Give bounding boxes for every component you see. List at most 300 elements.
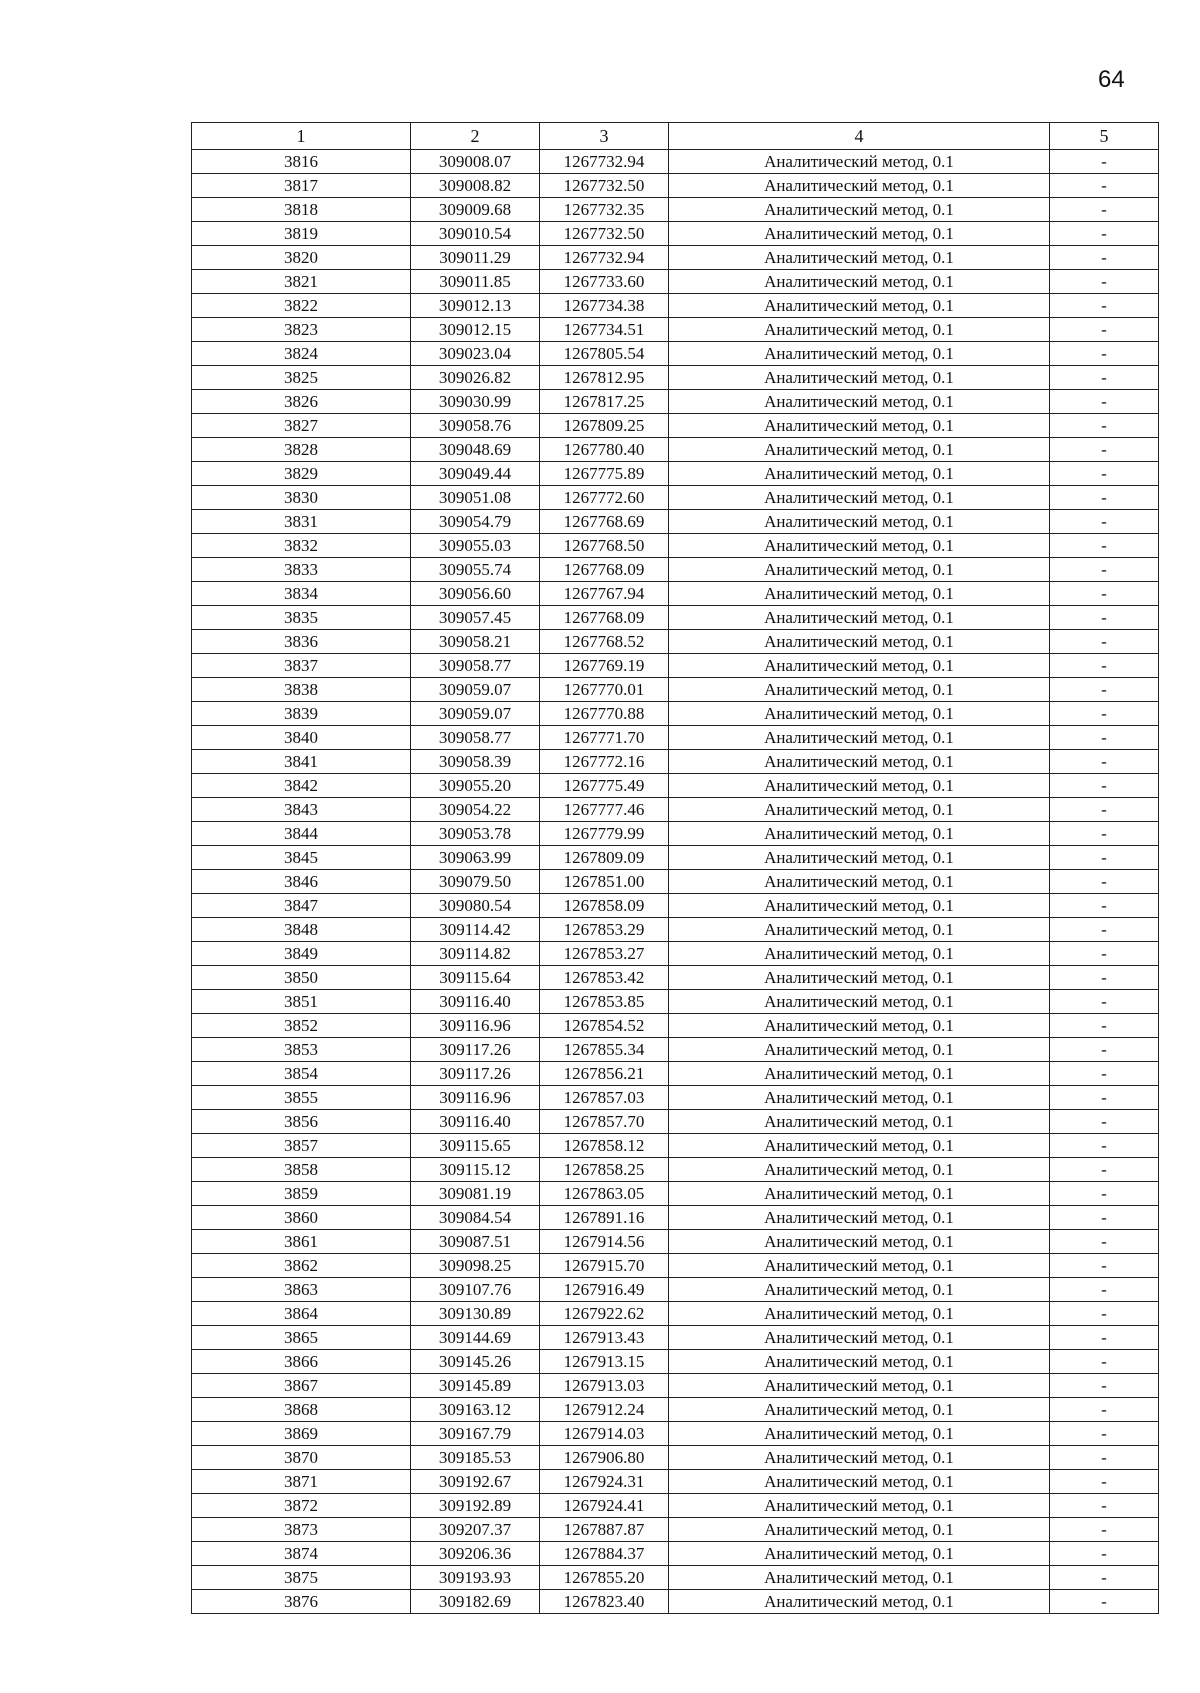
point-number-cell: 3850 <box>192 966 411 990</box>
table-row <box>192 1110 1159 1134</box>
point-number-cell: 3834 <box>192 582 411 606</box>
x-coordinate-cell: 309182.69 <box>411 1590 540 1614</box>
method-cell: Аналитический метод, 0.1 <box>669 1110 1050 1134</box>
y-coordinate-cell: 1267805.54 <box>540 342 669 366</box>
table-row <box>192 774 1159 798</box>
table-row <box>192 942 1159 966</box>
column-header-1: 1 <box>192 123 411 150</box>
note-cell: - <box>1050 1086 1159 1110</box>
x-coordinate-cell: 309116.96 <box>411 1014 540 1038</box>
method-cell: Аналитический метод, 0.1 <box>669 678 1050 702</box>
x-coordinate-cell: 309048.69 <box>411 438 540 462</box>
point-number-cell: 3860 <box>192 1206 411 1230</box>
note-cell: - <box>1050 582 1159 606</box>
x-coordinate-cell: 309030.99 <box>411 390 540 414</box>
point-number-cell: 3863 <box>192 1278 411 1302</box>
point-number-cell: 3838 <box>192 678 411 702</box>
note-cell: - <box>1050 462 1159 486</box>
y-coordinate-cell: 1267768.50 <box>540 534 669 558</box>
method-cell: Аналитический метод, 0.1 <box>669 366 1050 390</box>
note-cell: - <box>1050 918 1159 942</box>
note-cell: - <box>1050 630 1159 654</box>
x-coordinate-cell: 309054.79 <box>411 510 540 534</box>
y-coordinate-cell: 1267924.41 <box>540 1494 669 1518</box>
table-row <box>192 294 1159 318</box>
y-coordinate-cell: 1267772.60 <box>540 486 669 510</box>
y-coordinate-cell: 1267916.49 <box>540 1278 669 1302</box>
note-cell: - <box>1050 1590 1159 1614</box>
note-cell: - <box>1050 1206 1159 1230</box>
x-coordinate-cell: 309144.69 <box>411 1326 540 1350</box>
note-cell: - <box>1050 1518 1159 1542</box>
table-row <box>192 1446 1159 1470</box>
note-cell: - <box>1050 1494 1159 1518</box>
table-row <box>192 438 1159 462</box>
method-cell: Аналитический метод, 0.1 <box>669 918 1050 942</box>
table-row <box>192 198 1159 222</box>
x-coordinate-cell: 309114.42 <box>411 918 540 942</box>
note-cell: - <box>1050 366 1159 390</box>
table-row <box>192 1422 1159 1446</box>
x-coordinate-cell: 309145.89 <box>411 1374 540 1398</box>
x-coordinate-cell: 309051.08 <box>411 486 540 510</box>
x-coordinate-cell: 309059.07 <box>411 678 540 702</box>
method-cell: Аналитический метод, 0.1 <box>669 174 1050 198</box>
note-cell: - <box>1050 1326 1159 1350</box>
x-coordinate-cell: 309058.39 <box>411 750 540 774</box>
x-coordinate-cell: 309023.04 <box>411 342 540 366</box>
x-coordinate-cell: 309080.54 <box>411 894 540 918</box>
note-cell: - <box>1050 1038 1159 1062</box>
point-number-cell: 3865 <box>192 1326 411 1350</box>
table-row <box>192 1470 1159 1494</box>
y-coordinate-cell: 1267863.05 <box>540 1182 669 1206</box>
y-coordinate-cell: 1267857.70 <box>540 1110 669 1134</box>
method-cell: Аналитический метод, 0.1 <box>669 846 1050 870</box>
point-number-cell: 3858 <box>192 1158 411 1182</box>
note-cell: - <box>1050 822 1159 846</box>
x-coordinate-cell: 309116.96 <box>411 1086 540 1110</box>
table-row <box>192 342 1159 366</box>
y-coordinate-cell: 1267768.09 <box>540 606 669 630</box>
table-row <box>192 1350 1159 1374</box>
x-coordinate-cell: 309026.82 <box>411 366 540 390</box>
y-coordinate-cell: 1267817.25 <box>540 390 669 414</box>
note-cell: - <box>1050 270 1159 294</box>
x-coordinate-cell: 309010.54 <box>411 222 540 246</box>
method-cell: Аналитический метод, 0.1 <box>669 1590 1050 1614</box>
y-coordinate-cell: 1267768.69 <box>540 510 669 534</box>
point-number-cell: 3871 <box>192 1470 411 1494</box>
table-row <box>192 390 1159 414</box>
y-coordinate-cell: 1267770.88 <box>540 702 669 726</box>
y-coordinate-cell: 1267732.50 <box>540 222 669 246</box>
x-coordinate-cell: 309059.07 <box>411 702 540 726</box>
table-row <box>192 1590 1159 1614</box>
method-cell: Аналитический метод, 0.1 <box>669 990 1050 1014</box>
point-number-cell: 3852 <box>192 1014 411 1038</box>
x-coordinate-cell: 309207.37 <box>411 1518 540 1542</box>
point-number-cell: 3848 <box>192 918 411 942</box>
method-cell: Аналитический метод, 0.1 <box>669 390 1050 414</box>
method-cell: Аналитический метод, 0.1 <box>669 1326 1050 1350</box>
table-row <box>192 702 1159 726</box>
method-cell: Аналитический метод, 0.1 <box>669 1206 1050 1230</box>
x-coordinate-cell: 309115.12 <box>411 1158 540 1182</box>
table-row <box>192 1086 1159 1110</box>
table-row <box>192 1494 1159 1518</box>
x-coordinate-cell: 309081.19 <box>411 1182 540 1206</box>
note-cell: - <box>1050 726 1159 750</box>
point-number-cell: 3856 <box>192 1110 411 1134</box>
method-cell: Аналитический метод, 0.1 <box>669 966 1050 990</box>
method-cell: Аналитический метод, 0.1 <box>669 462 1050 486</box>
note-cell: - <box>1050 1542 1159 1566</box>
method-cell: Аналитический метод, 0.1 <box>669 774 1050 798</box>
y-coordinate-cell: 1267772.16 <box>540 750 669 774</box>
table-row <box>192 414 1159 438</box>
method-cell: Аналитический метод, 0.1 <box>669 606 1050 630</box>
method-cell: Аналитический метод, 0.1 <box>669 246 1050 270</box>
y-coordinate-cell: 1267857.03 <box>540 1086 669 1110</box>
table-row <box>192 894 1159 918</box>
x-coordinate-cell: 309058.21 <box>411 630 540 654</box>
point-number-cell: 3872 <box>192 1494 411 1518</box>
y-coordinate-cell: 1267855.20 <box>540 1566 669 1590</box>
table-row <box>192 174 1159 198</box>
point-number-cell: 3833 <box>192 558 411 582</box>
table-row <box>192 654 1159 678</box>
table-row <box>192 1326 1159 1350</box>
y-coordinate-cell: 1267858.12 <box>540 1134 669 1158</box>
method-cell: Аналитический метод, 0.1 <box>669 1350 1050 1374</box>
x-coordinate-cell: 309185.53 <box>411 1446 540 1470</box>
table-row <box>192 462 1159 486</box>
point-number-cell: 3875 <box>192 1566 411 1590</box>
point-number-cell: 3830 <box>192 486 411 510</box>
y-coordinate-cell: 1267858.09 <box>540 894 669 918</box>
note-cell: - <box>1050 1350 1159 1374</box>
note-cell: - <box>1050 294 1159 318</box>
x-coordinate-cell: 309056.60 <box>411 582 540 606</box>
x-coordinate-cell: 309058.77 <box>411 726 540 750</box>
point-number-cell: 3874 <box>192 1542 411 1566</box>
y-coordinate-cell: 1267809.25 <box>540 414 669 438</box>
method-cell: Аналитический метод, 0.1 <box>669 1470 1050 1494</box>
method-cell: Аналитический метод, 0.1 <box>669 1446 1050 1470</box>
y-coordinate-cell: 1267855.34 <box>540 1038 669 1062</box>
point-number-cell: 3843 <box>192 798 411 822</box>
x-coordinate-cell: 309058.76 <box>411 414 540 438</box>
y-coordinate-cell: 1267768.52 <box>540 630 669 654</box>
note-cell: - <box>1050 678 1159 702</box>
note-cell: - <box>1050 966 1159 990</box>
x-coordinate-cell: 309192.67 <box>411 1470 540 1494</box>
method-cell: Аналитический метод, 0.1 <box>669 438 1050 462</box>
note-cell: - <box>1050 1278 1159 1302</box>
point-number-cell: 3826 <box>192 390 411 414</box>
x-coordinate-cell: 309049.44 <box>411 462 540 486</box>
table-row <box>192 150 1159 174</box>
note-cell: - <box>1050 174 1159 198</box>
point-number-cell: 3861 <box>192 1230 411 1254</box>
point-number-cell: 3847 <box>192 894 411 918</box>
table-header-row <box>192 123 1159 150</box>
note-cell: - <box>1050 1014 1159 1038</box>
method-cell: Аналитический метод, 0.1 <box>669 1494 1050 1518</box>
point-number-cell: 3836 <box>192 630 411 654</box>
x-coordinate-cell: 309009.68 <box>411 198 540 222</box>
table-row <box>192 918 1159 942</box>
note-cell: - <box>1050 774 1159 798</box>
point-number-cell: 3873 <box>192 1518 411 1542</box>
x-coordinate-cell: 309117.26 <box>411 1062 540 1086</box>
y-coordinate-cell: 1267853.29 <box>540 918 669 942</box>
table-row <box>192 1206 1159 1230</box>
point-number-cell: 3840 <box>192 726 411 750</box>
y-coordinate-cell: 1267768.09 <box>540 558 669 582</box>
point-number-cell: 3842 <box>192 774 411 798</box>
point-number-cell: 3827 <box>192 414 411 438</box>
point-number-cell: 3862 <box>192 1254 411 1278</box>
method-cell: Аналитический метод, 0.1 <box>669 1302 1050 1326</box>
point-number-cell: 3876 <box>192 1590 411 1614</box>
table-row <box>192 222 1159 246</box>
point-number-cell: 3868 <box>192 1398 411 1422</box>
coordinates-table <box>191 122 1159 1614</box>
table-row <box>192 606 1159 630</box>
method-cell: Аналитический метод, 0.1 <box>669 1134 1050 1158</box>
table-row <box>192 630 1159 654</box>
x-coordinate-cell: 309098.25 <box>411 1254 540 1278</box>
note-cell: - <box>1050 798 1159 822</box>
method-cell: Аналитический метод, 0.1 <box>669 1182 1050 1206</box>
note-cell: - <box>1050 1158 1159 1182</box>
note-cell: - <box>1050 1230 1159 1254</box>
note-cell: - <box>1050 1254 1159 1278</box>
y-coordinate-cell: 1267914.56 <box>540 1230 669 1254</box>
x-coordinate-cell: 309011.85 <box>411 270 540 294</box>
method-cell: Аналитический метод, 0.1 <box>669 1254 1050 1278</box>
table-row <box>192 1374 1159 1398</box>
table-row <box>192 798 1159 822</box>
point-number-cell: 3853 <box>192 1038 411 1062</box>
table-row <box>192 534 1159 558</box>
y-coordinate-cell: 1267851.00 <box>540 870 669 894</box>
x-coordinate-cell: 309054.22 <box>411 798 540 822</box>
x-coordinate-cell: 309193.93 <box>411 1566 540 1590</box>
method-cell: Аналитический метод, 0.1 <box>669 1086 1050 1110</box>
note-cell: - <box>1050 222 1159 246</box>
y-coordinate-cell: 1267891.16 <box>540 1206 669 1230</box>
method-cell: Аналитический метод, 0.1 <box>669 1278 1050 1302</box>
table-row <box>192 1038 1159 1062</box>
note-cell: - <box>1050 1182 1159 1206</box>
method-cell: Аналитический метод, 0.1 <box>669 270 1050 294</box>
point-number-cell: 3816 <box>192 150 411 174</box>
y-coordinate-cell: 1267732.50 <box>540 174 669 198</box>
y-coordinate-cell: 1267732.35 <box>540 198 669 222</box>
point-number-cell: 3866 <box>192 1350 411 1374</box>
y-coordinate-cell: 1267779.99 <box>540 822 669 846</box>
table-row <box>192 1278 1159 1302</box>
note-cell: - <box>1050 1446 1159 1470</box>
note-cell: - <box>1050 438 1159 462</box>
x-coordinate-cell: 309115.65 <box>411 1134 540 1158</box>
x-coordinate-cell: 309117.26 <box>411 1038 540 1062</box>
table-body <box>192 150 1159 1614</box>
note-cell: - <box>1050 702 1159 726</box>
method-cell: Аналитический метод, 0.1 <box>669 222 1050 246</box>
note-cell: - <box>1050 534 1159 558</box>
table-row <box>192 270 1159 294</box>
point-number-cell: 3839 <box>192 702 411 726</box>
x-coordinate-cell: 309087.51 <box>411 1230 540 1254</box>
method-cell: Аналитический метод, 0.1 <box>669 1566 1050 1590</box>
x-coordinate-cell: 309055.74 <box>411 558 540 582</box>
table-row <box>192 246 1159 270</box>
point-number-cell: 3835 <box>192 606 411 630</box>
y-coordinate-cell: 1267913.43 <box>540 1326 669 1350</box>
table-row <box>192 750 1159 774</box>
table-row <box>192 1302 1159 1326</box>
note-cell: - <box>1050 342 1159 366</box>
method-cell: Аналитический метод, 0.1 <box>669 870 1050 894</box>
point-number-cell: 3818 <box>192 198 411 222</box>
note-cell: - <box>1050 990 1159 1014</box>
x-coordinate-cell: 309107.76 <box>411 1278 540 1302</box>
column-header-4: 4 <box>669 123 1050 150</box>
note-cell: - <box>1050 1398 1159 1422</box>
point-number-cell: 3846 <box>192 870 411 894</box>
method-cell: Аналитический метод, 0.1 <box>669 822 1050 846</box>
point-number-cell: 3870 <box>192 1446 411 1470</box>
x-coordinate-cell: 309130.89 <box>411 1302 540 1326</box>
method-cell: Аналитический метод, 0.1 <box>669 294 1050 318</box>
y-coordinate-cell: 1267775.49 <box>540 774 669 798</box>
x-coordinate-cell: 309115.64 <box>411 966 540 990</box>
y-coordinate-cell: 1267767.94 <box>540 582 669 606</box>
y-coordinate-cell: 1267913.15 <box>540 1350 669 1374</box>
table-row <box>192 510 1159 534</box>
point-number-cell: 3832 <box>192 534 411 558</box>
table-row <box>192 1566 1159 1590</box>
method-cell: Аналитический метод, 0.1 <box>669 582 1050 606</box>
table-row <box>192 966 1159 990</box>
point-number-cell: 3819 <box>192 222 411 246</box>
point-number-cell: 3824 <box>192 342 411 366</box>
y-coordinate-cell: 1267775.89 <box>540 462 669 486</box>
table-row <box>192 1182 1159 1206</box>
note-cell: - <box>1050 150 1159 174</box>
note-cell: - <box>1050 1110 1159 1134</box>
y-coordinate-cell: 1267915.70 <box>540 1254 669 1278</box>
method-cell: Аналитический метод, 0.1 <box>669 1014 1050 1038</box>
table-row <box>192 1134 1159 1158</box>
method-cell: Аналитический метод, 0.1 <box>669 318 1050 342</box>
note-cell: - <box>1050 486 1159 510</box>
note-cell: - <box>1050 894 1159 918</box>
note-cell: - <box>1050 558 1159 582</box>
table-row <box>192 1230 1159 1254</box>
x-coordinate-cell: 309167.79 <box>411 1422 540 1446</box>
column-header-5: 5 <box>1050 123 1159 150</box>
x-coordinate-cell: 309012.13 <box>411 294 540 318</box>
x-coordinate-cell: 309008.82 <box>411 174 540 198</box>
table-row <box>192 726 1159 750</box>
point-number-cell: 3829 <box>192 462 411 486</box>
x-coordinate-cell: 309114.82 <box>411 942 540 966</box>
method-cell: Аналитический метод, 0.1 <box>669 1158 1050 1182</box>
point-number-cell: 3859 <box>192 1182 411 1206</box>
table-row <box>192 1158 1159 1182</box>
y-coordinate-cell: 1267812.95 <box>540 366 669 390</box>
note-cell: - <box>1050 846 1159 870</box>
method-cell: Аналитический метод, 0.1 <box>669 414 1050 438</box>
note-cell: - <box>1050 198 1159 222</box>
table-row <box>192 846 1159 870</box>
y-coordinate-cell: 1267853.42 <box>540 966 669 990</box>
y-coordinate-cell: 1267922.62 <box>540 1302 669 1326</box>
y-coordinate-cell: 1267732.94 <box>540 246 669 270</box>
method-cell: Аналитический метод, 0.1 <box>669 510 1050 534</box>
y-coordinate-cell: 1267734.51 <box>540 318 669 342</box>
table-row <box>192 1014 1159 1038</box>
x-coordinate-cell: 309116.40 <box>411 990 540 1014</box>
column-header-3: 3 <box>540 123 669 150</box>
x-coordinate-cell: 309163.12 <box>411 1398 540 1422</box>
x-coordinate-cell: 309053.78 <box>411 822 540 846</box>
y-coordinate-cell: 1267887.87 <box>540 1518 669 1542</box>
y-coordinate-cell: 1267858.25 <box>540 1158 669 1182</box>
note-cell: - <box>1050 606 1159 630</box>
x-coordinate-cell: 309055.03 <box>411 534 540 558</box>
point-number-cell: 3817 <box>192 174 411 198</box>
y-coordinate-cell: 1267770.01 <box>540 678 669 702</box>
table-row <box>192 822 1159 846</box>
method-cell: Аналитический метод, 0.1 <box>669 534 1050 558</box>
table-row <box>192 1518 1159 1542</box>
x-coordinate-cell: 309058.77 <box>411 654 540 678</box>
table-row <box>192 1254 1159 1278</box>
x-coordinate-cell: 309012.15 <box>411 318 540 342</box>
method-cell: Аналитический метод, 0.1 <box>669 342 1050 366</box>
table-row <box>192 486 1159 510</box>
note-cell: - <box>1050 318 1159 342</box>
method-cell: Аналитический метод, 0.1 <box>669 798 1050 822</box>
y-coordinate-cell: 1267777.46 <box>540 798 669 822</box>
note-cell: - <box>1050 942 1159 966</box>
method-cell: Аналитический метод, 0.1 <box>669 750 1050 774</box>
point-number-cell: 3820 <box>192 246 411 270</box>
y-coordinate-cell: 1267912.24 <box>540 1398 669 1422</box>
note-cell: - <box>1050 870 1159 894</box>
point-number-cell: 3821 <box>192 270 411 294</box>
y-coordinate-cell: 1267771.70 <box>540 726 669 750</box>
y-coordinate-cell: 1267924.31 <box>540 1470 669 1494</box>
table-row <box>192 870 1159 894</box>
method-cell: Аналитический метод, 0.1 <box>669 702 1050 726</box>
method-cell: Аналитический метод, 0.1 <box>669 942 1050 966</box>
note-cell: - <box>1050 1374 1159 1398</box>
note-cell: - <box>1050 1422 1159 1446</box>
table-row <box>192 990 1159 1014</box>
point-number-cell: 3828 <box>192 438 411 462</box>
y-coordinate-cell: 1267780.40 <box>540 438 669 462</box>
y-coordinate-cell: 1267853.85 <box>540 990 669 1014</box>
method-cell: Аналитический метод, 0.1 <box>669 1422 1050 1446</box>
note-cell: - <box>1050 750 1159 774</box>
